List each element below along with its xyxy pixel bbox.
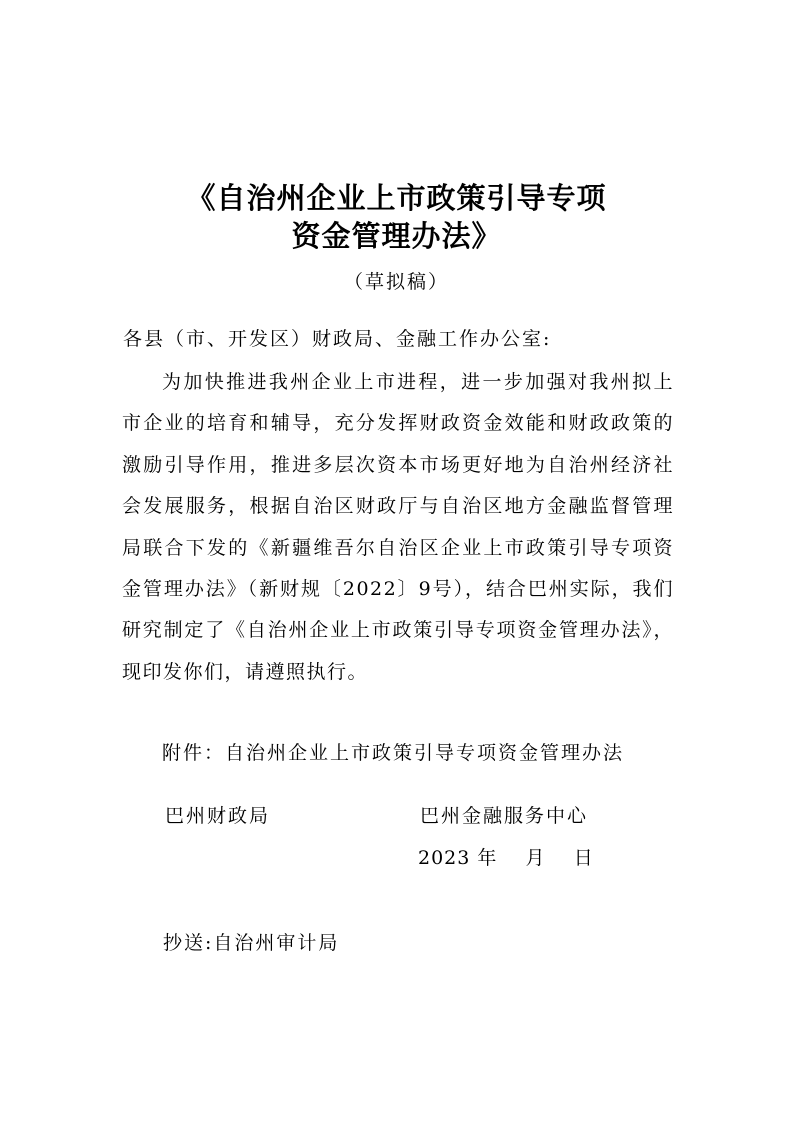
attachment-line: 附件：自治州企业上市政策引导专项资金管理办法	[162, 742, 625, 764]
document-title-line-1: 《自治州企业上市政策引导专项	[186, 181, 607, 215]
addressee-line: 各县（市、开发区）财政局、金融工作办公室:	[123, 328, 552, 350]
sender-finance-bureau: 巴州财政局	[165, 805, 271, 827]
sender-finance-service-center: 巴州金融服务中心	[420, 805, 589, 827]
issue-date: 2023 年 月 日	[418, 847, 594, 869]
draft-subtitle: （草拟稿）	[343, 271, 449, 293]
body-paragraph: 为加快推进我州企业上市进程，进一步加强对我州拟上市企业的培育和辅导，充分发挥财政资金效能和财政政策的激励引导作用，推进多层次资本市场更好地为自治州经济社会发展服务，根据自治区财政厅与自治区地方金融监督管理局联合下发的《新疆维吾尔自治区企业上市政策引导专项资金管理办法》（新财规〔2022〕9号），结合巴州实际，我们研究制定了《自治州企业上市政策引导专项资金管理办法》，现印发你们，请遵照执行。	[122, 371, 674, 683]
document-title-line-2: 资金管理办法》	[291, 219, 502, 253]
cc-line: 抄送:自治州审计局	[163, 932, 340, 954]
